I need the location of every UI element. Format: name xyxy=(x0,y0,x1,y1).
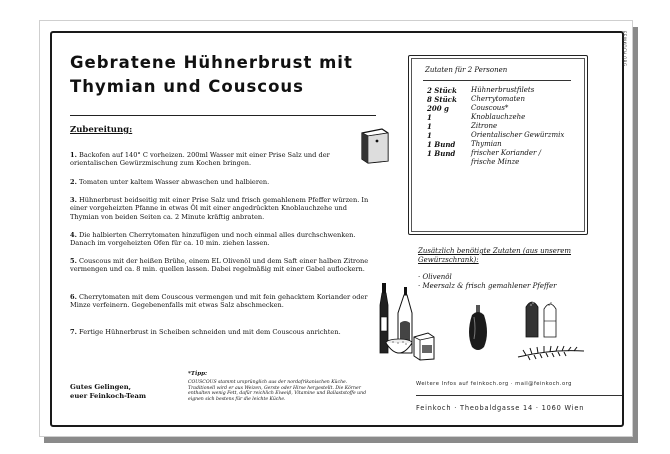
herb-sprig-icon xyxy=(516,343,586,365)
tip-text: COUSCOUS stammt ursprünglich aus der nordafrikanischen Küche. Traditionell wird er aus Weizen, Gerste oder Hirse hergestellt. Die Körner enthalten wenig Fett, dafür reichlich Eiweiß, Vitamine und Ballaststoffe und eignen sich bestens für die leichte Küche. xyxy=(188,379,367,403)
step-4: 4. Die halbierten Cherrytomaten hinzufügen und noch einmal alles durchschwenken. Danach im vorgeheizten Ofen für ca. 10 min. ziehen lassen. xyxy=(70,231,356,248)
brand-vertical: FEINKOCH.ORG xyxy=(622,31,627,67)
recipe-title: Gebratene Hühnerbrust mit Thymian und Couscous xyxy=(70,53,353,96)
extra-ingredients-title: Zusätzlich benötigte Zutaten (aus unserem Gewürzschrank): xyxy=(418,247,571,264)
step-1: 1. Backofen auf 140° C vorheizen. 200ml Wasser mit einer Prise Salz und der orientalischen Gewürzmischung zum Kochen bringen. xyxy=(70,151,330,168)
step-7: 7. Fertige Hühnerbrust in Scheiben schneiden und mit dem Couscous anrichten. xyxy=(70,328,341,336)
ingredient-row: 1 Zitrone xyxy=(427,122,498,131)
ingredient-row: 200 g Couscous* xyxy=(427,104,509,113)
footer-info: Weitere Infos auf feinkoch.org · mail@feinkoch.org xyxy=(416,381,572,387)
ingredients-divider xyxy=(423,80,571,81)
footer-address: Feinkoch · Theobaldgasse 14 · 1060 Wien xyxy=(416,404,585,412)
ingredient-row: 1 Orientalischer Gewürzmix xyxy=(427,131,565,140)
tip-title: *Tipp: xyxy=(188,371,208,377)
extra-item: · Meersalz & frisch gemahlener Pfeffer xyxy=(418,282,557,290)
ingredient-row: 1 Bund frischer Koriander / xyxy=(427,149,541,158)
salt-pepper-icon xyxy=(522,297,562,347)
closing-greeting xyxy=(70,383,146,400)
title-divider xyxy=(70,115,376,116)
ingredient-row: 2 Stück Hühnerbrustfilets xyxy=(427,86,535,95)
closing-line-2: euer Feinkoch-Team xyxy=(70,391,147,400)
spice-box-icon xyxy=(412,331,436,365)
ingredient-row: 1 Knoblauchzehe xyxy=(427,113,526,122)
step-3: 3. Hühnerbrust beidseitig mit einer Prise Salz und frisch gemahlenem Pfeffer würzen. In einer vorgeheizten Pfanne in etwas Öl mit einer angedrückten Knoblauchzehe und Thymian von beiden Seiten ca. 2 Minute kräftig anbraten. xyxy=(70,196,369,221)
eggplant-icon xyxy=(464,303,492,357)
ingredient-row: 8 Stück Cherrytomaten xyxy=(427,95,525,104)
tip-box xyxy=(188,372,368,403)
closing-line-1: Gutes Gelingen, xyxy=(70,383,132,391)
ingredient-row: frische Minze xyxy=(471,158,520,166)
step-2: 2. Tomaten unter kaltem Wasser abwaschen und halbieren. xyxy=(70,178,270,186)
extra-ingredients-list xyxy=(418,273,556,291)
step-5: 5. Couscous mit der heißen Brühe, einem EL Olivenöl und dem Saft einer halben Zitrone vermengen und ca. 8 min. quellen lassen. Dabei regelmäßig mit einer Gabel auflockern. xyxy=(70,257,369,274)
ingredient-row: 1 Bund Thymian xyxy=(427,140,502,149)
preparation-heading: Zubereitung: xyxy=(70,125,133,135)
footer-divider xyxy=(416,395,622,396)
ingredients-list xyxy=(427,86,577,167)
step-6: 6. Cherrytomaten mit dem Couscous vermengen und mit fein gehacktem Koriander oder Minze verfeinern. Gegebenenfalls mit etwas Salz abschmecken. xyxy=(70,293,368,310)
ingredients-box xyxy=(408,55,588,235)
extra-item: · Olivenöl xyxy=(418,273,452,281)
ingredients-title: Zutaten für 2 Personen xyxy=(425,66,508,74)
recipe-card xyxy=(39,20,633,437)
couscous-bowl-icon xyxy=(384,337,414,363)
